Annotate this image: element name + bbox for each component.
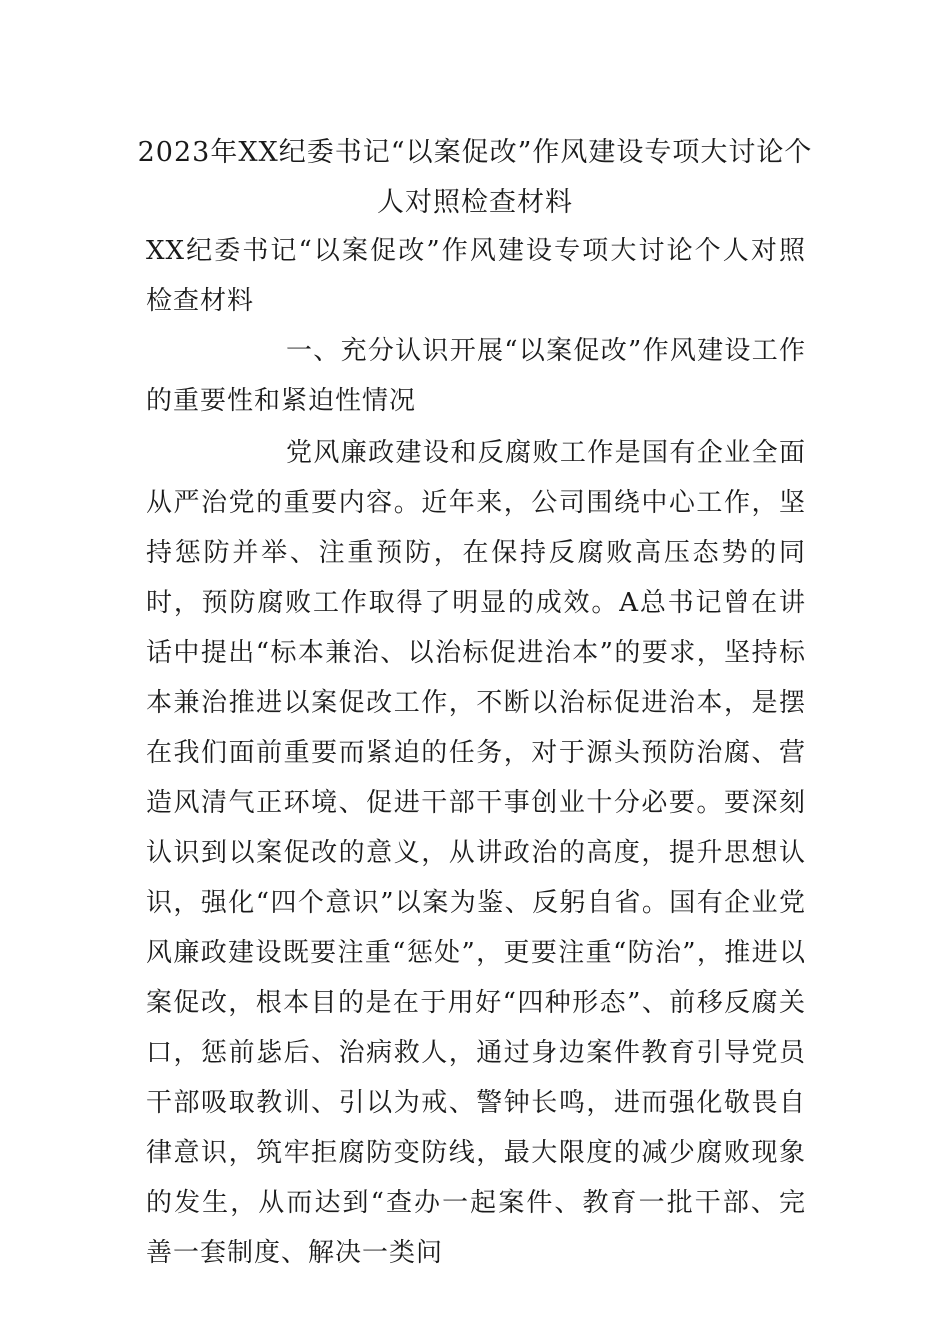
section-heading: 一、充分认识开展“以案促改”作风建设工作的重要性和紧迫性情况 (146, 336, 806, 416)
document-subtitle: XX纪委书记“以案促改”作风建设专项大讨论个人对照检查材料 (146, 236, 806, 316)
body-paragraph: 党风廉政建设和反腐败工作是国有企业全面从严治党的重要内容。近年来，公司围绕中心工作，坚持惩防并举、注重预防，在保持反腐败高压态势的同时，预防腐败工作取得了明显的成效。A总书记曾在讲话中提出“标本兼治、以治标促进治本”的要求，坚持标本兼治推进以案促改工作，不断以治标促进治本，是摆在我们面前重要而紧迫的任务，对于源头预防治腐、营造风清气正环境、促进干部干事创业十分必要。要深刻认识到以案促改的意义，从讲政治的高度，提升思想认识，强化“四个意识”以案为鉴、反躬自省。国有企业党风廉政建设既要注重“惩处”，更要注重“防治”，推进以案促改，根本目的是在于用好“四种形态”、前移反腐关口，惩前毖后、治病救人，通过身边案件教育引导党员干部吸取教训、引以为戒、警钟长鸣，进而强化敬畏自律意识，筑牢拒腐防变防线，最大限度的减少腐败现象的发生，从而达到“查办一起案件、教育一批干部、完善一套制度、解决一类问 (146, 438, 806, 1268)
document-title: 2023年XX纪委书记“以案促改”作风建设专项大讨论个人对照检查材料 (137, 137, 813, 218)
